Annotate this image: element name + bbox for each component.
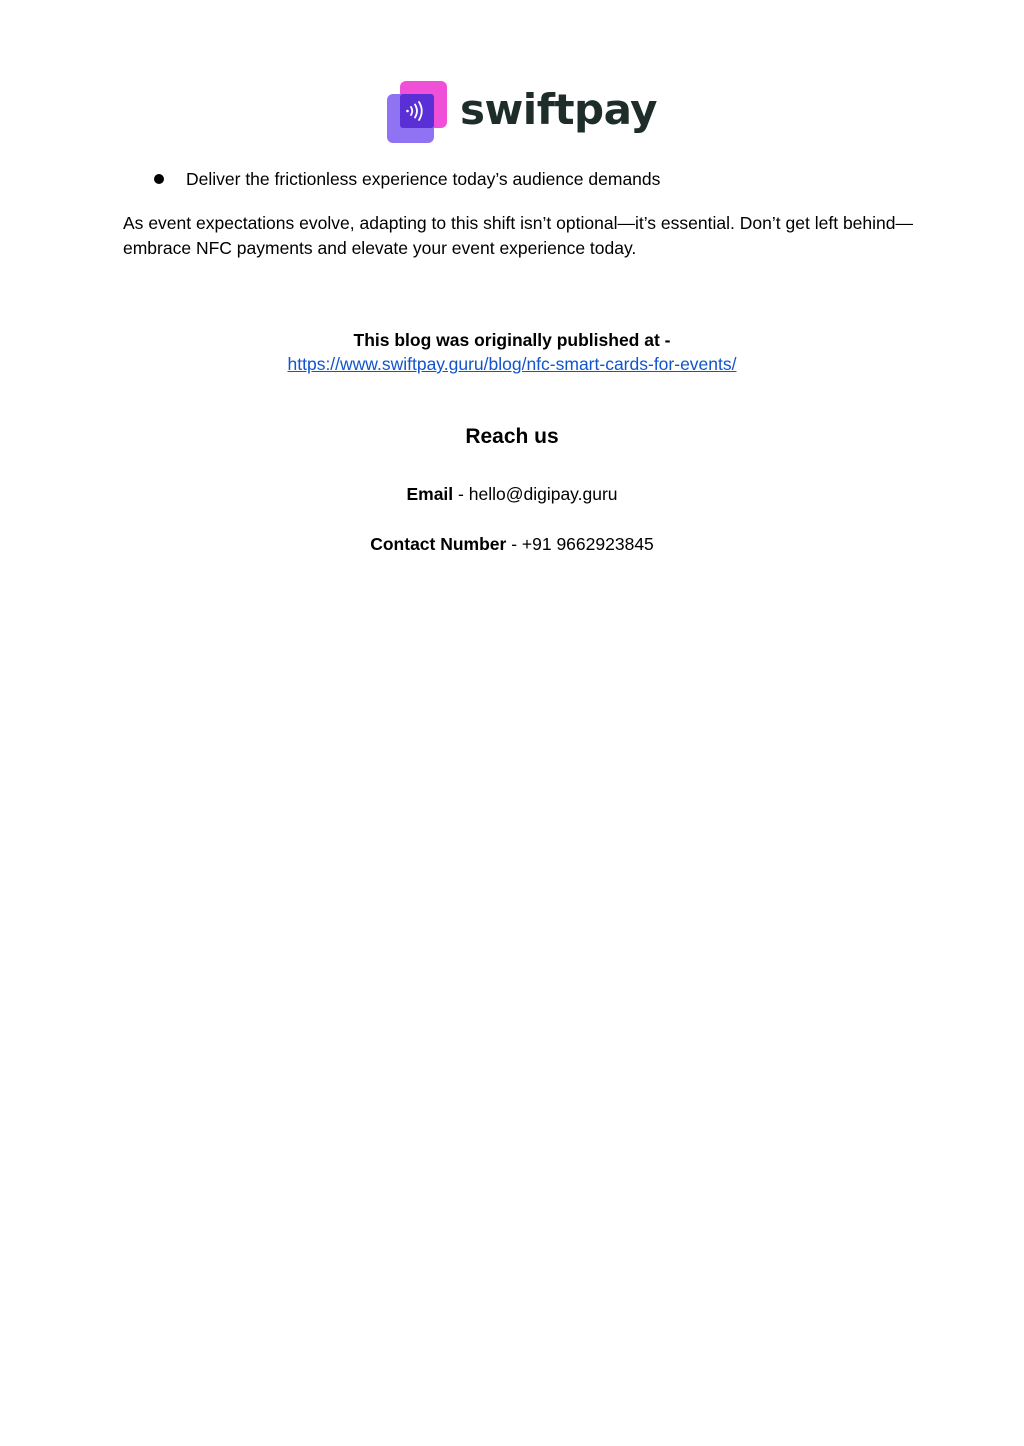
- bullet-list: [150, 168, 660, 190]
- published-label: This blog was originally published at -: [353, 330, 671, 350]
- swiftpay-logo: [386, 79, 658, 145]
- list-item: [150, 168, 660, 190]
- reach-us-heading: Reach us: [465, 425, 559, 448]
- email-value: hello@digipay.guru: [468, 484, 618, 504]
- bullet-text: Deliver the frictionless experience today’s audience demands: [186, 169, 661, 189]
- email-label: Email: [406, 484, 454, 504]
- closing-paragraph: As event expectations evolve, adapting to this shift isn’t optional—it’s essential. Don’t get left behind—embrace NFC payments and elevate your event experience today.: [123, 213, 913, 258]
- contact-value: +91 9662923845: [521, 534, 654, 554]
- contact-separator: -: [506, 534, 522, 554]
- blog-source-link[interactable]: https://www.swiftpay.guru/blog/nfc-smart-cards-for-events/: [287, 354, 737, 374]
- contact-label: Contact Number: [370, 534, 507, 554]
- contactless-card-icon: [386, 79, 448, 145]
- bullet-icon: [154, 174, 164, 184]
- brand-wordmark: swiftpay: [460, 85, 658, 134]
- email-separator: -: [453, 484, 469, 504]
- contact-line: [0, 532, 1024, 556]
- email-line: [0, 482, 1024, 506]
